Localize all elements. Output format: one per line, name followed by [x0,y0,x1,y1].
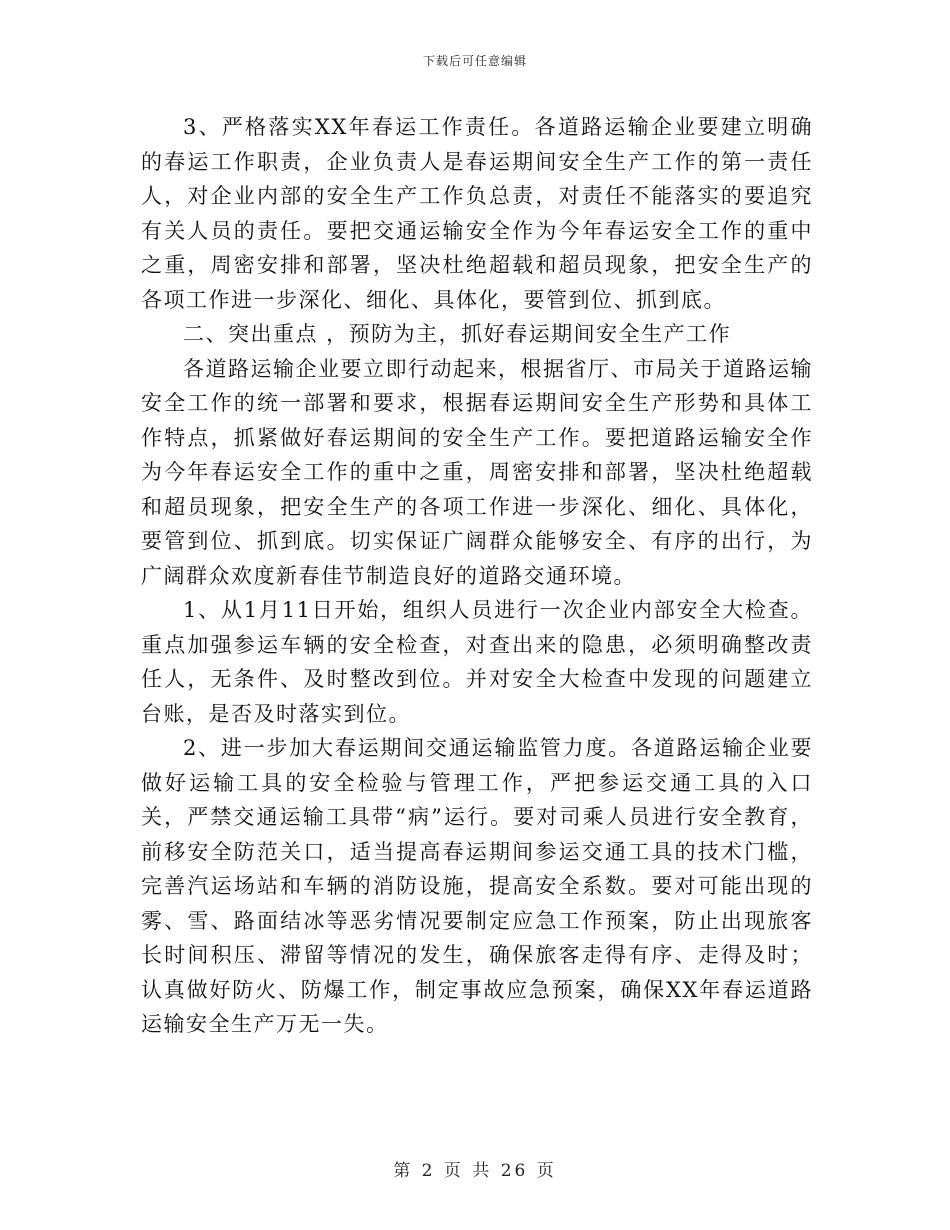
page-number: 第 2 页 共 26 页 [393,1161,557,1181]
paragraph-item-inspection: 1、从1月11日开始，组织人员进行一次企业内部安全大检查。重点加强参运车辆的安全检查，对查出来的隐患，必须明确整改责任人，无条件、及时整改到位。并对安全大检查中发现的问题建立台账，是否及时落实到位。 [141,598,813,726]
paragraph-overview: 各道路运输企业要立即行动起来，根据省厅、市局关于道路运输安全工作的统一部署和要求，根据春运期间安全生产形势和具体工作特点，抓紧做好春运期间的安全生产工作。要把道路运输安全作为今年春运安全工作的重中之重，周密安排和部署，坚决杜绝超载和超员现象，把安全生产的各项工作进一步深化、细化、具体化，要管到位、抓到底。切实保证广阔群众能够安全、有序的出行，为广阔群众欢度新春佳节制造良好的道路交通环境。 [141,356,813,588]
paragraph-responsibility: 3、严格落实XX年春运工作责任。各道路运输企业要建立明确的春运工作职责，企业负责人是春运期间安全生产工作的第一责任人，对企业内部的安全生产工作负总责，对责任不能落实的要追究有关人员的责任。要把交通运输安全作为今年春运安全工作的重中之重，周密安排和部署，坚决杜绝超载和超员现象，把安全生产的各项工作进一步深化、细化、具体化，要管到位、抓到底。 [141,115,813,312]
document-body [141,110,813,1042]
section-heading-two: 二、突出重点 ，预防为主，抓好春运期间安全生产工作 [183,322,732,346]
paragraph-item-supervision: 2、进一步加大春运期间交通运输监管力度。各道路运输企业要做好运输工具的安全检验与管理工作，严把参运交通工具的入口关，严禁交通运输工具带“病”运行。要对司乘人员进行安全教育，前移安全防范关口，适当提高春运期间参运交通工具的技术门槛，完善汽运场站和车辆的消防设施，提高安全系数。要对可能出现的雾、雪、路面结冰等恶劣情况要制定应急工作预案，防止出现旅客长时间积压、滞留等情况的发生，确保旅客走得有序、走得及时；认真做好防火、防爆工作，制定事故应急预案，确保XX年春运道路运输安全生产万无一失。 [141,736,813,1036]
page-header: 下载后可任意编辑 [422,54,527,68]
